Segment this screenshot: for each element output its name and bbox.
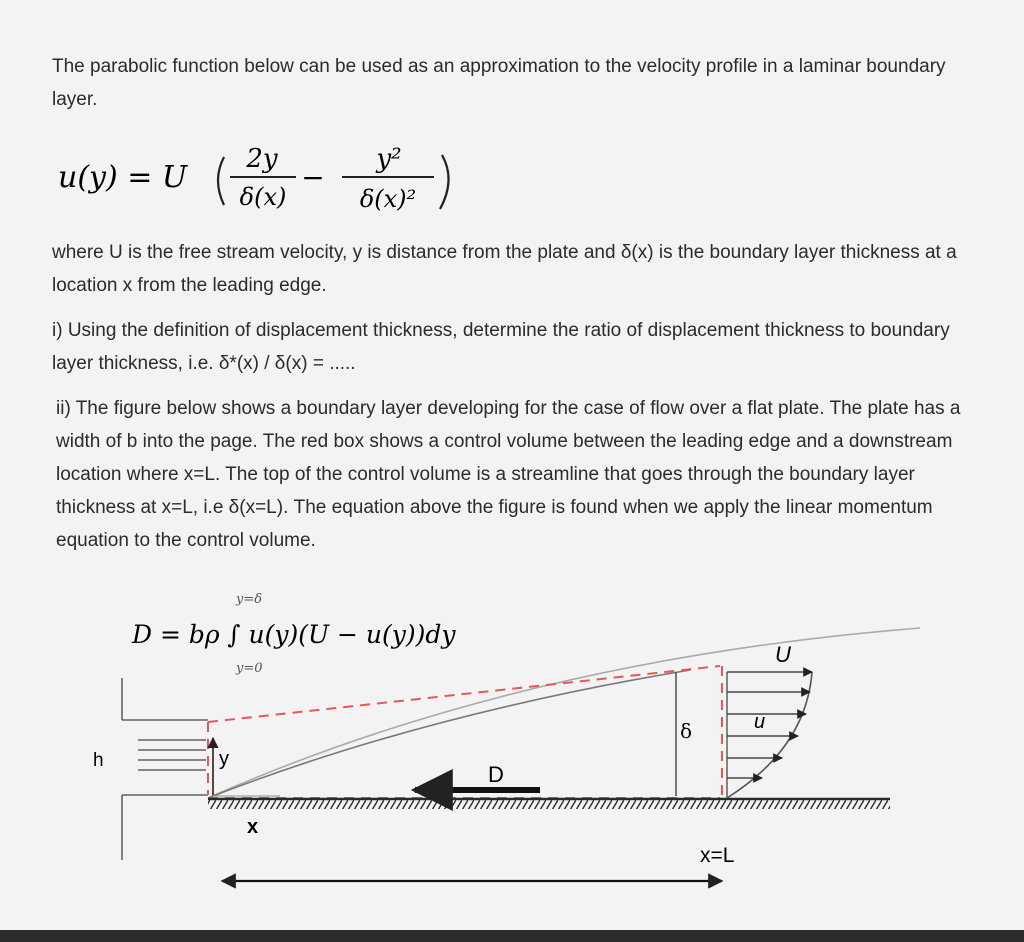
profile-curve — [727, 672, 812, 798]
label-u: u — [754, 711, 766, 733]
boundary-layer-figure — [0, 570, 1024, 930]
frac2-denominator: δ(x)² — [359, 185, 417, 213]
screen-bezel — [0, 930, 1024, 942]
label-xL: x=L — [700, 844, 735, 867]
frac1-numerator: 2y — [246, 144, 278, 174]
drag-equation — [131, 592, 456, 676]
label-x: x — [247, 816, 259, 838]
equation-lhs: u(y) = U — [58, 160, 188, 195]
intro-paragraph: The parabolic function below can be used as an approximation to the velocity profile in a laminar boundary layer. — [52, 56, 946, 110]
question-1: i) Using the definition of displacement thickness, determine the ratio of displacement thickness to boundary layer thickness, i.e. δ*(x) / δ(x) = ..... — [52, 320, 950, 374]
boundary-layer-edge — [208, 670, 693, 798]
right-paren — [440, 155, 449, 209]
integral-lower-limit: y=0 — [236, 661, 263, 676]
velocity-profile — [727, 672, 812, 798]
plate-hatching — [208, 800, 890, 809]
equation-minus: − — [301, 161, 325, 194]
streamline — [208, 628, 920, 798]
left-paren — [218, 157, 224, 205]
where-paragraph: where U is the free stream velocity, y is distance from the plate and δ(x) is the boundary layer thickness at a location x from the leading edge. — [52, 242, 957, 296]
label-y: y — [219, 748, 229, 770]
label-U: U — [775, 642, 791, 667]
question-2: ii) The figure below shows a boundary layer developing for the case of flow over a flat plate. The plate has a width of b into the page. The red box shows a control volume between the leading edge and a downstream location where x=L. The top of the control volume is a streamline that goes through the boundary layer thickness at x=L, i.e δ(x=L). The equation above the figure is found when we apply the linear momentum equation to the control volume. — [56, 398, 961, 551]
control-volume — [208, 666, 722, 798]
inflow-lines — [122, 678, 208, 860]
frac1-denominator: δ(x) — [239, 183, 287, 211]
label-delta: δ — [680, 719, 693, 743]
velocity-profile-equation — [52, 135, 472, 220]
label-h: h — [93, 750, 104, 771]
integral-upper-limit: y=δ — [236, 592, 263, 607]
frac2-numerator: y² — [376, 144, 402, 174]
drag-equation-text: D = bρ ∫ u(y)(U − u(y))dy — [132, 620, 456, 649]
label-D: D — [488, 762, 504, 787]
